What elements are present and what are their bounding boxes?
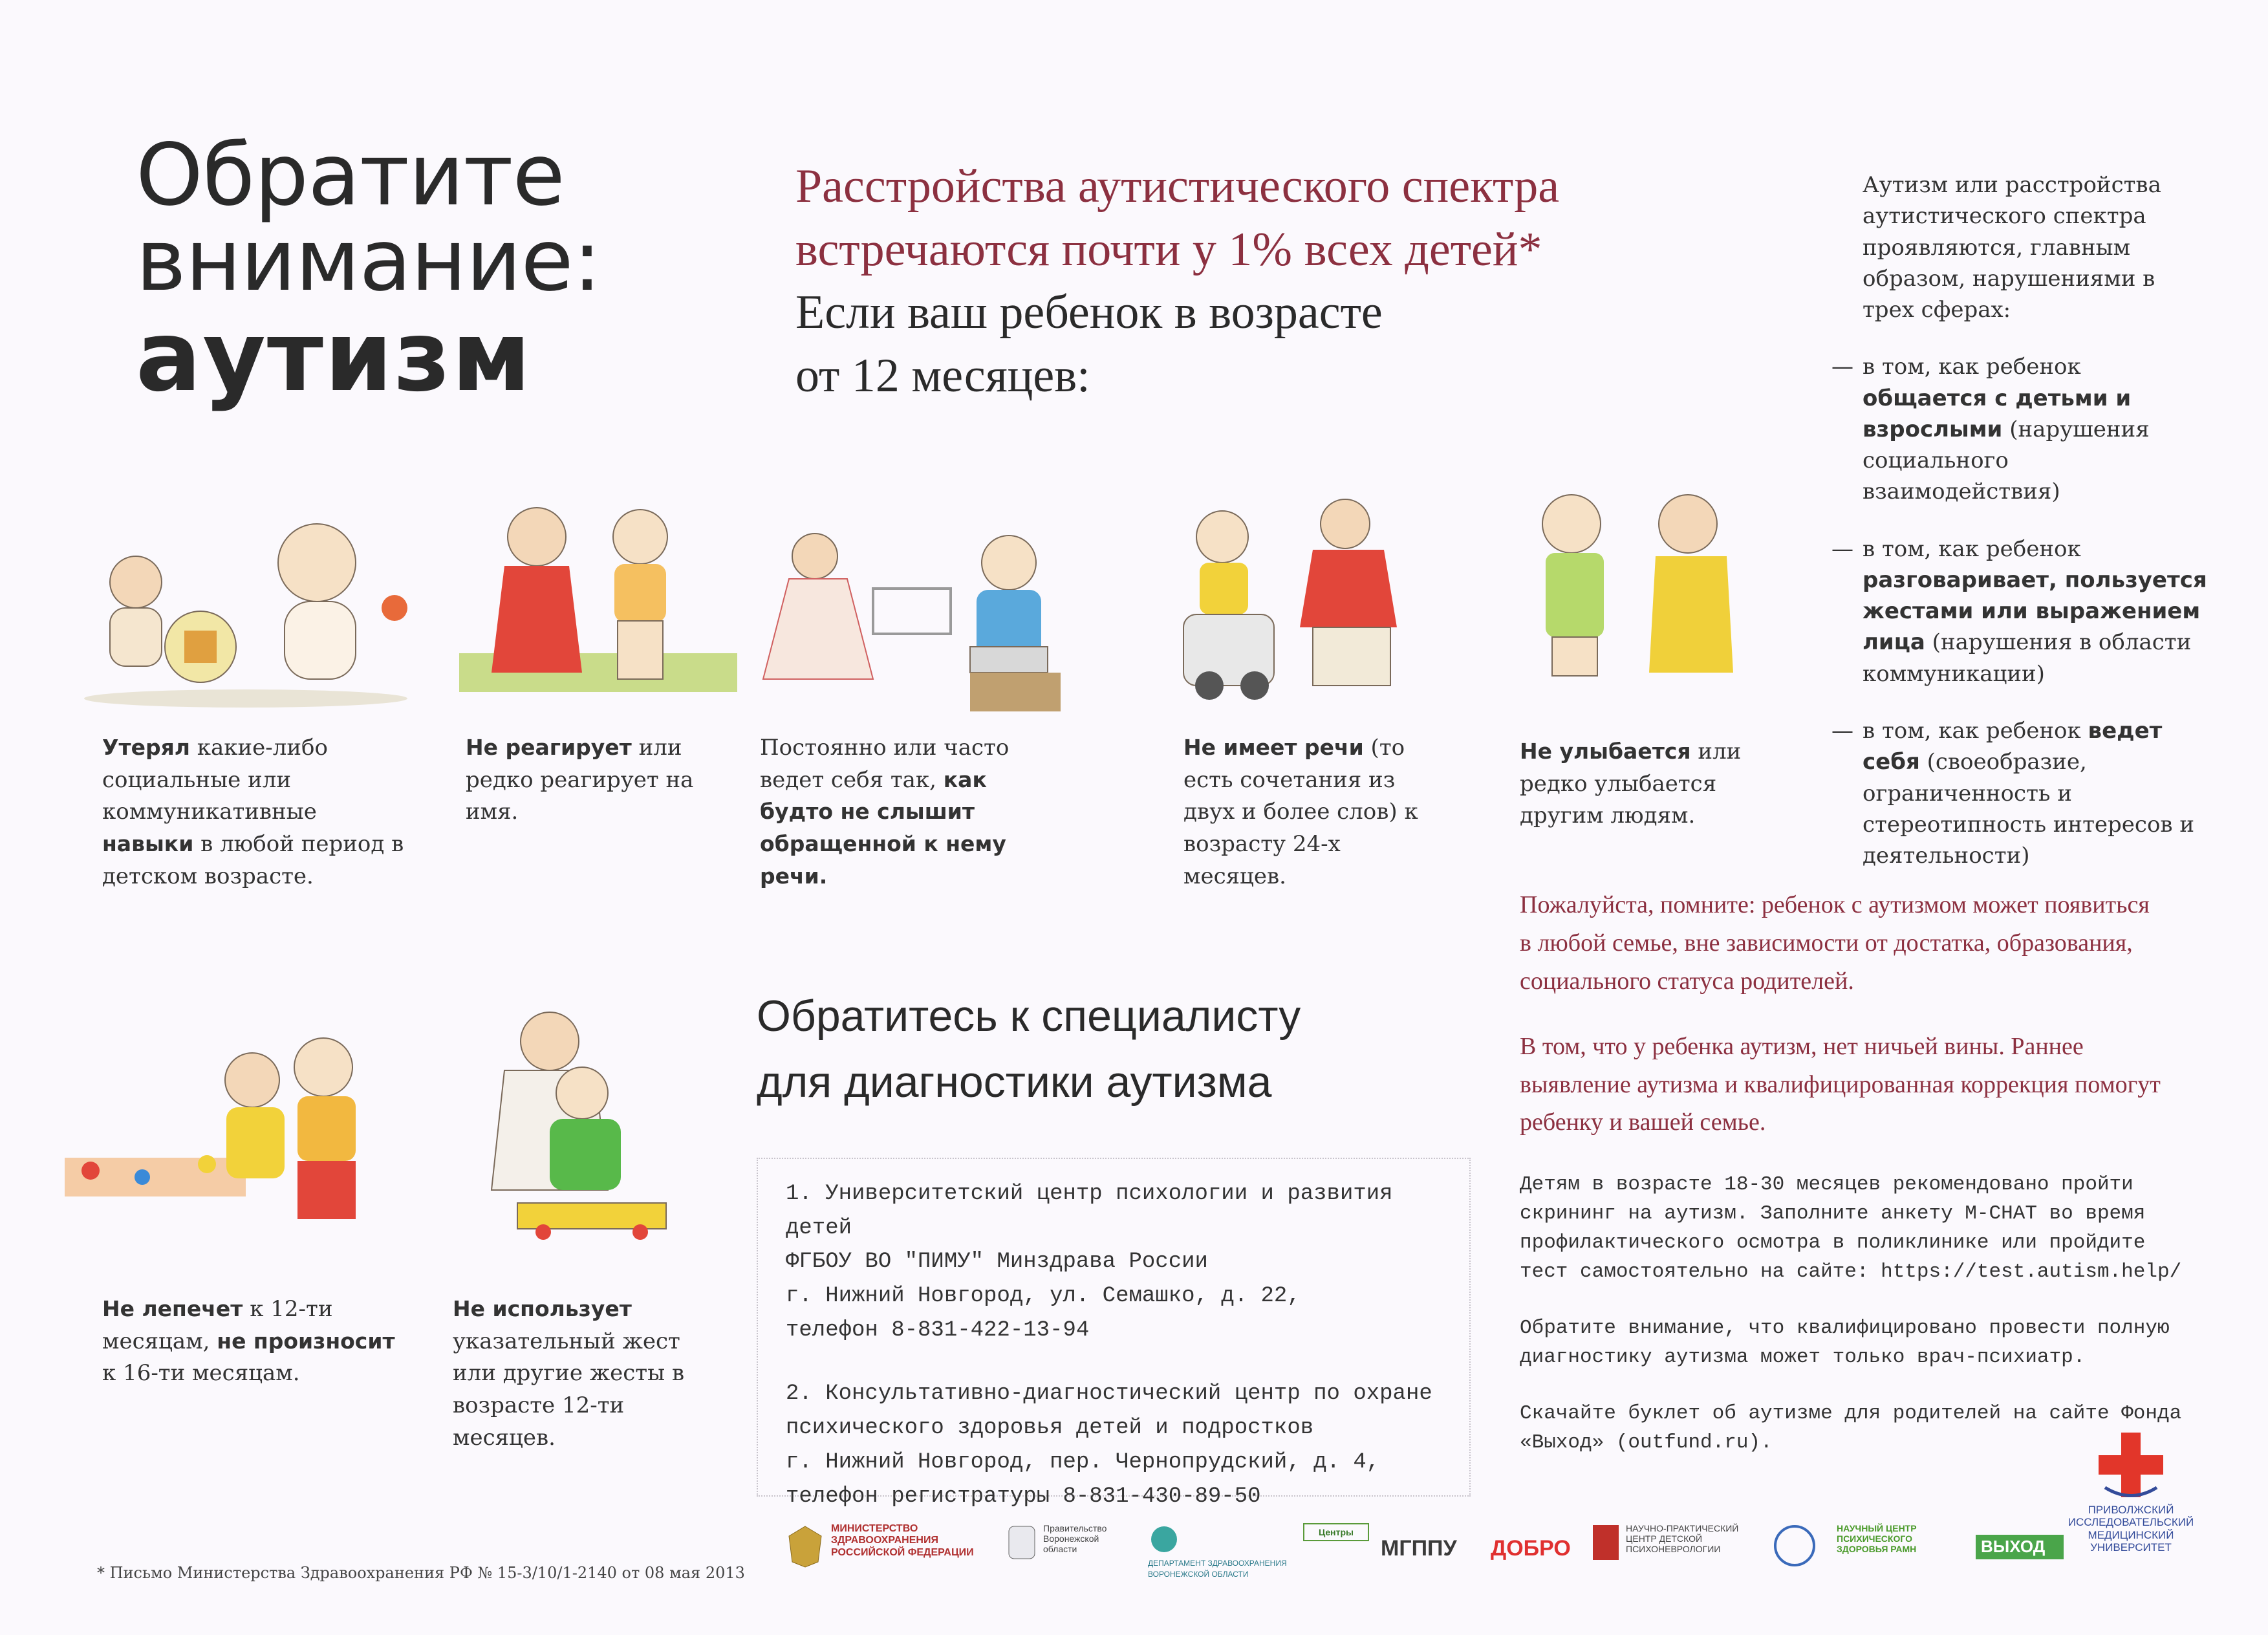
- page-title: [136, 125, 601, 413]
- sign-no-babble: Не лепечет к 12-ти месяцам, не произносит к 16-ти месяцам.: [102, 1296, 395, 1387]
- reminder-paragraph-1: Пожалуйста, помните: ребенок с аутизмом может появиться в любой семье, вне зависимости от достатка, образования, социального статуса родителей.: [1520, 891, 2150, 995]
- title-line-1: Обратите: [136, 125, 565, 225]
- sign-lost-skills: Утерял какие-либо социальные или коммуникативные навыки в любой период в детском возрасте.: [102, 735, 404, 889]
- title-line-3: аутизм: [136, 301, 532, 413]
- globe-icon: [1772, 1523, 1817, 1568]
- dep-logo: ДЕПАРТАМЕНТ ЗДРАВООХРАНЕНИЯ ВОРОНЕЖСКОЙ ОБЛАСТИ: [1148, 1523, 1290, 1579]
- illustration-child-sitting: [71, 504, 420, 718]
- headline-dark-line-2: от 12 месяцев:: [795, 349, 1090, 402]
- sign-no-speech: Не имеет речи (то есть сочетания из двух и более слов) к возрасту 24-х месяцев.: [1183, 735, 1418, 889]
- ramn-logo: НАУЧНЫЙ ЦЕНТР ПСИХИЧЕСКОГО ЗДОРОВЬЯ РАМН: [1837, 1523, 1917, 1555]
- sphere-item: — в том, как ребенок общается с детьми и взрослыми (нарушения социального взаимодействия): [1831, 354, 2150, 505]
- sign-no-name-response: Не реагирует или редко реагирует на имя.: [466, 735, 694, 825]
- illustration-girl-boy: [1520, 479, 1753, 692]
- vyhod-logo: ВЫХОД: [1976, 1535, 2064, 1559]
- footnote: * Письмо Министерства Здравоохранения РФ № 15-3/10/1-2140 от 08 мая 2013: [97, 1564, 745, 1582]
- screening-paragraph-3: Скачайте буклет об аутизме для родителей на сайте Фонда «Выход» (outfund.ru).: [1520, 1402, 2182, 1454]
- illustration-woman-boy-car: [1164, 492, 1429, 711]
- partner-logos: [786, 1523, 2196, 1601]
- reminder-text: [1520, 886, 2166, 1169]
- npc-logo: НАУЧНО-ПРАКТИЧЕСКИЙ ЦЕНТР ДЕТСКОЙ ПСИХОНЕВРОЛОГИИ: [1591, 1523, 1759, 1562]
- minzdrav-logo: МИНИСТЕРСТВО ЗДРАВООХРАНЕНИЯ РОССИЙСКОЙ ФЕДЕРАЦИИ: [786, 1523, 993, 1568]
- red-cross-icon: [2095, 1429, 2166, 1500]
- emblem-icon: [786, 1523, 825, 1568]
- centers-logo: Центры: [1303, 1523, 1369, 1541]
- screening-paragraph-2: Обратите внимание, что квалифицировано провести полную диагностику аутизма может только врач-психиатр.: [1520, 1316, 2170, 1369]
- mgppu-logo: МГППУ: [1381, 1536, 1457, 1561]
- spheres-intro: Аутизм или расстройства аутистического спектра проявляются, главным образом, нарушениями в трех сферах:: [1863, 172, 2161, 323]
- title-line-2: внимание:: [136, 211, 601, 310]
- moscow-emblem-icon: [1591, 1523, 1621, 1562]
- autism-spheres: [1831, 169, 2212, 871]
- headline-prevalence: [795, 155, 1559, 281]
- illustration-father-toddler: [52, 1028, 414, 1261]
- contacts-list: [786, 1177, 1465, 1543]
- headline-red-line-1: Расстройства аутистического спектра: [795, 160, 1560, 213]
- illustration-mother-toddler-train: [453, 996, 724, 1268]
- sphere-item: — в том, как ребенок разговаривает, пользуется жестами или выражением лица (нарушения в области коммуникации): [1831, 536, 2207, 687]
- voronezh-logo: Правительство Воронежской области: [1006, 1523, 1135, 1562]
- contact-entry: 1. Университетский центр психологии и развития детей ФГБОУ ВО "ПИМУ" Минздрава России г. Нижний Новгород, ул. Семашко, д. 22, телефон 8-831-422-13-94: [786, 1182, 1393, 1343]
- sign-no-gestures: Не использует указательный жест или другие жесты в возрасте 12-ти месяцев.: [453, 1296, 685, 1451]
- sign-ignores-speech: Постоянно или часто ведет себя так, как будто не слышит обращенной к нему речи.: [760, 735, 1010, 889]
- leaf-icon: [1148, 1523, 1180, 1555]
- dobro-logo: ДОБРО: [1491, 1536, 1571, 1561]
- university-logo: ПРИВОЛЖСКИЙ ИССЛЕДОВАТЕЛЬСКИЙ МЕДИЦИНСКИЙ УНИВЕРСИТЕТ: [2066, 1429, 2196, 1554]
- illustration-boy-tablet: [757, 517, 1080, 731]
- contact-heading: Обратитесь к специалисту для диагностики аутизма: [757, 991, 1301, 1107]
- sign-no-smile: Не улыбается или редко улыбается другим людям.: [1520, 739, 1742, 829]
- illustration-mother-child: [459, 492, 737, 711]
- sphere-item: — в том, как ребенок ведет себя (своеобразие, ограниченность и стереотипность интересов и деятельности): [1831, 717, 2195, 869]
- headline-dark-line-1: Если ваш ребенок в возрасте: [795, 286, 1383, 339]
- shield-icon: [1006, 1523, 1038, 1562]
- headline-red-line-2: встречаются почти у 1% всех детей*: [795, 222, 1542, 276]
- round-emblem-logo: [1772, 1523, 1824, 1570]
- headline-age: [795, 281, 1383, 407]
- reminder-paragraph-2: В том, что у ребенка аутизм, нет ничьей вины. Раннее выявление аутизма и квалифицированная коррекция помогут ребенку и вашей семье.: [1520, 1032, 2161, 1136]
- screening-paragraph-1: Детям в возрасте 18-30 месяцев рекомендовано пройти скрининг на аутизм. Заполните анкету M-CHAT во время профилактического осмотра в поликлинике или пройдите тест самостоятельно на сайте: https://test.autism.help/: [1520, 1173, 2182, 1283]
- contact-entry: 2. Консультативно-диагностический центр по охране психического здоровья детей и подростков г. Нижний Новгород, пер. Чернопрудский, д. 4, телефон регистратуры 8-831-430-89-50: [786, 1381, 1432, 1509]
